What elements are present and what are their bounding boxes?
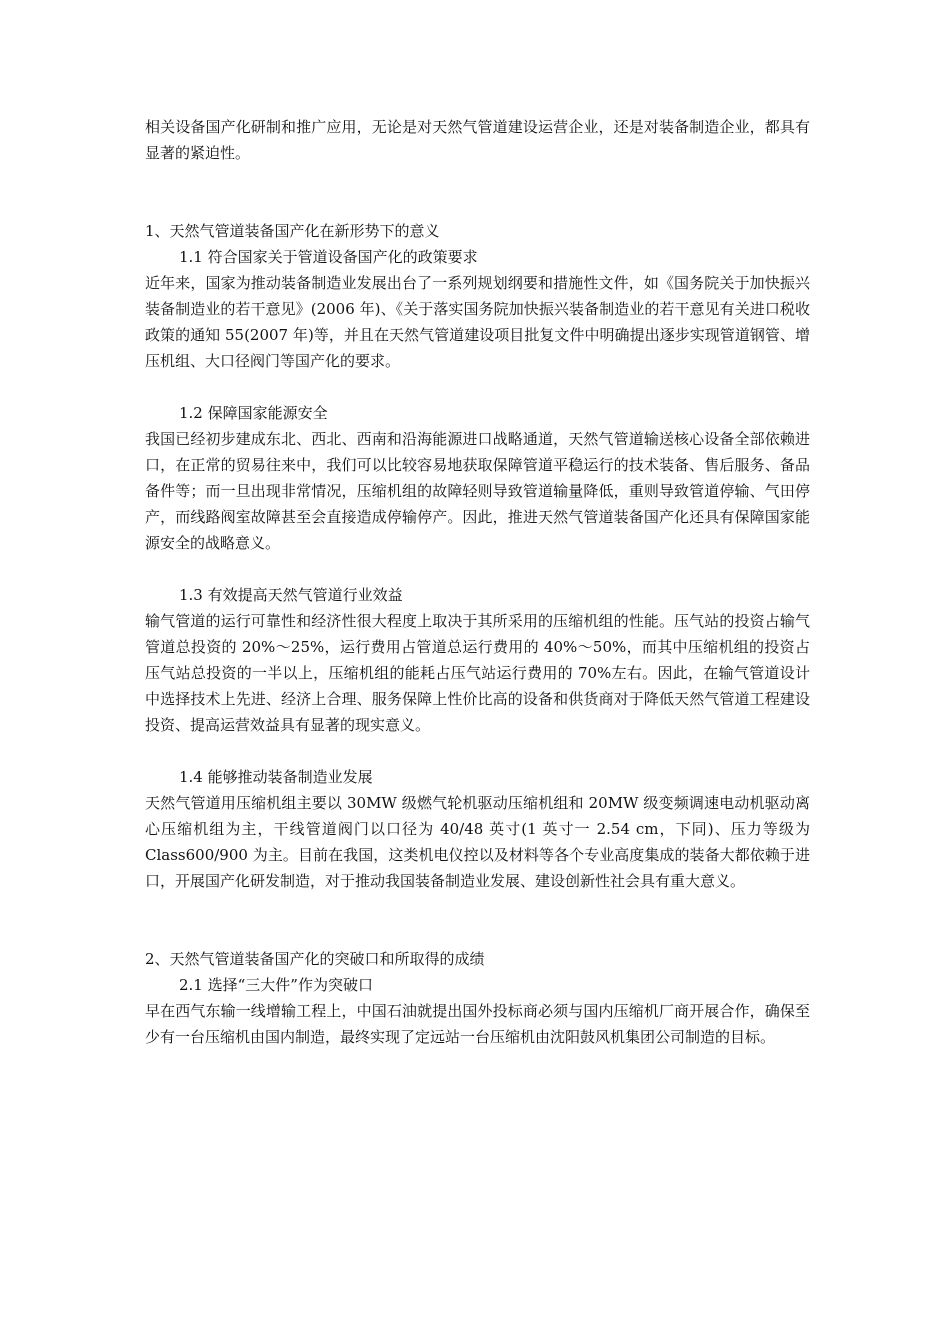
section-1-1-heading: 1.1 符合国家关于管道设备国产化的政策要求 [179,248,478,266]
section-2-1-heading: 2.1 选择“三大件”作为突破口 [179,976,373,994]
section-1-3-heading: 1.3 有效提高天然气管道行业效益 [179,586,403,604]
spacer [145,556,810,582]
section-1-4-body: 天然气管道用压缩机组主要以 30MW 级燃气轮机驱动压缩机组和 20MW 级变频调速电动机驱动离心压缩机组为主，干线管道阀门以口径为 40/48 英寸(1 英寸一 2.54 cm，下同)、压力等级为 Class600/900 为主。目前在我国，这类机电仪控以及材料等各个专业高度集成的装备大都依赖于进口，开展国产化研发制造，对于推动我国装备制造业发展、建设创新性社会具有重大意义。 [145,794,810,890]
section-2-heading: 2、天然气管道装备国产化的突破口和所取得的成绩 [145,950,485,968]
section-1-2-heading: 1.2 保障国家能源安全 [179,404,328,422]
intro-paragraph: 相关设备国产化研制和推广应用，无论是对天然气管道建设运营企业，还是对装备制造企业，都具有显著的紧迫性。 [145,118,810,162]
section-1-1-body: 近年来，国家为推动装备制造业发展出台了一系列规划纲要和措施性文件，如《国务院关于加快振兴装备制造业的若干意见》(2006 年)、《关于落实国务院加快振兴装备制造业的若干意见有关进口税收政策的通知 55(2007 年)等，并且在天然气管道建设项目批复文件中明确提出逐步实现管道钢管、增压机组、大口径阀门等国产化的要求。 [145,274,810,370]
spacer [145,894,810,946]
document-page [145,114,810,1050]
section-1-2-body: 我国已经初步建成东北、西北、西南和沿海能源进口战略通道，天然气管道输送核心设备全部依赖进口，在正常的贸易往来中，我们可以比较容易地获取保障管道平稳运行的技术装备、售后服务、备品备件等；而一旦出现非常情况，压缩机组的故障轻则导致管道输量降低，重则导致管道停输、气田停产，而线路阀室故障甚至会直接造成停输停产。因此，推进天然气管道装备国产化还具有保障国家能源安全的战略意义。 [145,430,810,552]
section-1-4-heading: 1.4 能够推动装备制造业发展 [179,768,373,786]
section-1-heading: 1、天然气管道装备国产化在新形势下的意义 [145,222,440,240]
spacer [145,166,810,218]
spacer [145,738,810,764]
section-2-1-body: 早在西气东输一线增输工程上，中国石油就提出国外投标商必须与国内压缩机厂商开展合作，确保至少有一台压缩机由国内制造，最终实现了定远站一台压缩机由沈阳鼓风机集团公司制造的目标。 [145,1002,810,1046]
section-1-3-body: 输气管道的运行可靠性和经济性很大程度上取决于其所采用的压缩机组的性能。压气站的投资占输气管道总投资的 20%～25%，运行费用占管道总运行费用的 40%～50%，而其中压缩机组的投资占压气站总投资的一半以上，压缩机组的能耗占压气站运行费用的 70%左右。因此，在输气管道设计中选择技术上先进、经济上合理、服务保障上性价比高的设备和供货商对于降低天然气管道工程建设投资、提高运营效益具有显著的现实意义。 [145,612,810,734]
spacer [145,374,810,400]
